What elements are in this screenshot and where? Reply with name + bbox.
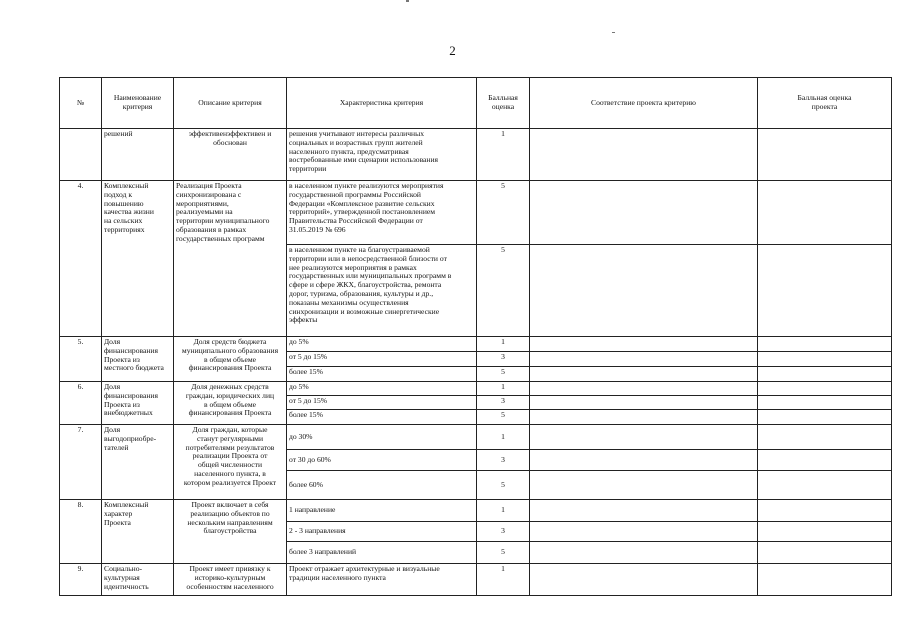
cell-compliance (530, 396, 758, 410)
cell-project-score (758, 542, 892, 564)
header-project-score: Балльная оценка проекта (758, 78, 892, 129)
cell-characteristic: в населенном пункте на благоустраиваемой территории или в непосредственной близости от нее реализуются мероприятия в рамках государственных или муниципальных программ в сфере и сфере ЖКХ, благоустройства, ремонта дорог, туризма, образования, культуры и др., показаны механизмы осуществления синхронизации и возможные синергетические эффекты (287, 245, 477, 337)
cell-project-score (758, 352, 892, 367)
cell-score: 5 (477, 245, 530, 337)
cell-project-score (758, 450, 892, 471)
cell-name: Доля финансирования Проекта из внебюджетных (102, 382, 174, 425)
cell-name: Комплексный подход к повышению качества жизни на сельских территориях (102, 181, 174, 337)
cell-num: 9. (60, 564, 102, 596)
cell-score: 3 (477, 352, 530, 367)
scan-mark (406, 0, 409, 2)
cell-compliance (530, 410, 758, 425)
cell-num: 8. (60, 500, 102, 564)
cell-score: 1 (477, 425, 530, 450)
cell-characteristic: от 30 до 60% (287, 450, 477, 471)
cell-project-score (758, 367, 892, 382)
table-row (60, 337, 892, 352)
cell-name: Социально- культурная идентичность (102, 564, 174, 596)
cell-compliance (530, 337, 758, 352)
cell-compliance (530, 564, 758, 596)
cell-characteristic: 1 направление (287, 500, 477, 522)
cell-score: 5 (477, 410, 530, 425)
cell-name: Комплексный характер Проекта (102, 500, 174, 564)
cell-score: 1 (477, 564, 530, 596)
cell-project-score (758, 129, 892, 181)
cell-description: Реализация Проекта синхронизирована с мероприятиями, реализуемыми на территории муниципального образования в рамках государственных программ (174, 181, 287, 337)
cell-score: 3 (477, 450, 530, 471)
cell-project-score (758, 564, 892, 596)
cell-characteristic: до 5% (287, 382, 477, 396)
cell-score: 5 (477, 542, 530, 564)
cell-project-score (758, 337, 892, 352)
cell-score: 3 (477, 396, 530, 410)
cell-compliance (530, 382, 758, 396)
table-row (60, 500, 892, 522)
page-number: 2 (449, 43, 456, 58)
cell-characteristic: до 30% (287, 425, 477, 450)
cell-compliance (530, 542, 758, 564)
header-num: № (60, 78, 102, 129)
cell-project-score (758, 396, 892, 410)
cell-description: эффективенэффективен и обоснован (174, 129, 287, 181)
cell-num: 5. (60, 337, 102, 382)
cell-characteristic: более 15% (287, 367, 477, 382)
cell-compliance (530, 245, 758, 337)
cell-characteristic: более 60% (287, 471, 477, 500)
cell-description: Проект имеет привязку к историко-культурным особенностям населенного (174, 564, 287, 596)
cell-compliance (530, 522, 758, 542)
cell-characteristic: в населенном пункте реализуются мероприятия государственной программы Российской Федерации «Комплексное развитие сельских территорий», утвержденной постановлением Правительства Российской Федерации от 31.05.2019 № 696 (287, 181, 477, 245)
cell-description: Доля средств бюджета муниципального образования в общем объеме финансирования Проекта (174, 337, 287, 382)
cell-name: Доля выгодоприобре- тателей (102, 425, 174, 500)
cell-compliance (530, 367, 758, 382)
table-row (60, 564, 892, 596)
header-score: Балльная оценка (477, 78, 530, 129)
cell-num: 4. (60, 181, 102, 337)
table-row (60, 129, 892, 181)
cell-project-score (758, 522, 892, 542)
table-row (60, 181, 892, 245)
table-row (60, 425, 892, 450)
cell-project-score (758, 425, 892, 450)
criteria-table (59, 77, 892, 596)
cell-characteristic: Проект отражает архитектурные и визуальные традиции населенного пункта (287, 564, 477, 596)
cell-compliance (530, 352, 758, 367)
cell-score: 1 (477, 500, 530, 522)
cell-num: 7. (60, 425, 102, 500)
cell-num (60, 129, 102, 181)
header-name: Наименование критерия (102, 78, 174, 129)
cell-score: 1 (477, 129, 530, 181)
header-characteristic: Характеристика критерия (287, 78, 477, 129)
cell-project-score (758, 382, 892, 396)
cell-name: решений (102, 129, 174, 181)
cell-characteristic: от 5 до 15% (287, 396, 477, 410)
cell-characteristic: до 5% (287, 337, 477, 352)
cell-project-score (758, 181, 892, 245)
cell-compliance (530, 129, 758, 181)
cell-project-score (758, 500, 892, 522)
scan-mark (612, 32, 615, 33)
cell-project-score (758, 245, 892, 337)
cell-project-score (758, 471, 892, 500)
cell-characteristic: более 15% (287, 410, 477, 425)
cell-name: Доля финансирования Проекта из местного бюджета (102, 337, 174, 382)
table-row (60, 382, 892, 396)
cell-characteristic: более 3 направлений (287, 542, 477, 564)
cell-score: 3 (477, 522, 530, 542)
cell-compliance (530, 500, 758, 522)
cell-num: 6. (60, 382, 102, 425)
cell-description: Проект включает в себя реализацию объектов по нескольким направлениям благоустройства (174, 500, 287, 564)
cell-characteristic: 2 - 3 направления (287, 522, 477, 542)
cell-project-score (758, 410, 892, 425)
cell-score: 5 (477, 181, 530, 245)
cell-characteristic: решения учитывают интересы различных социальных и возрастных групп жителей населенного пункта, предусматривая востребованные ими сценарии использования территории (287, 129, 477, 181)
header-compliance: Соответствие проекта критерию (530, 78, 758, 129)
cell-score: 5 (477, 367, 530, 382)
cell-description: Доля денежных средств граждан, юридических лиц в общем объеме финансирования Проекта (174, 382, 287, 425)
cell-score: 1 (477, 382, 530, 396)
cell-description: Доля граждан, которые станут регулярными потребителями результатов реализации Проекта от общей численности населенного пункта, в котором реализуется Проект (174, 425, 287, 500)
cell-compliance (530, 425, 758, 450)
header-description: Описание критерия (174, 78, 287, 129)
cell-compliance (530, 450, 758, 471)
cell-score: 1 (477, 337, 530, 352)
cell-characteristic: от 5 до 15% (287, 352, 477, 367)
cell-compliance (530, 471, 758, 500)
cell-compliance (530, 181, 758, 245)
header-row (60, 78, 892, 129)
cell-score: 5 (477, 471, 530, 500)
